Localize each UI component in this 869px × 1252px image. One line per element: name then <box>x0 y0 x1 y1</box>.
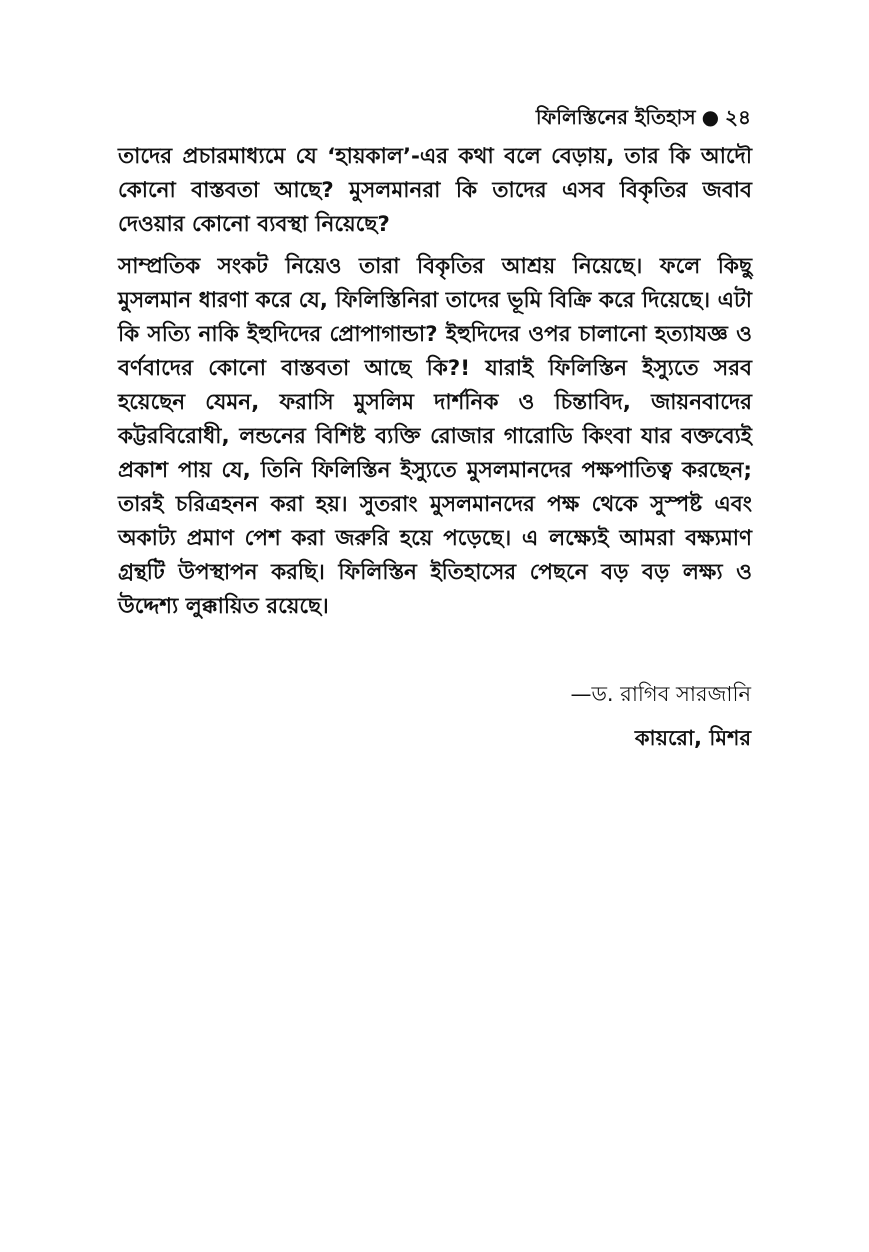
paragraph-1: তাদের প্রচারমাধ্যমে যে ‘হায়কাল’-এর কথা বলে বেড়ায়, তার কি আদৌ কোনো বাস্তবতা আছে? মুসলমানরা কি তাদের এসব বিকৃতির জবাব দেওয়ার কোনো ব্যবস্থা নিয়েছে? <box>118 144 752 237</box>
book-title: ফিলিস্তিনের ইতিহাস <box>535 105 696 129</box>
running-header <box>536 103 751 136</box>
signature-block <box>570 672 751 760</box>
paragraph-2: সাম্প্রতিক সংকট নিয়েও তারা বিকৃতির আশ্রয় নিয়েছে। ফলে কিছু মুসলমান ধারণা করে যে, ফিলিস্তিনিরা তাদের ভূমি বিক্রি করে দিয়েছে। এটা কি সত্যি নাকি ইহুদিদের প্রোপাগান্ডা? ইহুদিদের ওপর চালানো হত্যাযজ্ঞ ও বর্ণবাদের কোনো বাস্তবতা আছে কি?! যারাই ফিলিস্তিন ইস্যুতে সরব হয়েছেন যেমন, ফরাসি মুসলিম দার্শনিক ও চিন্তাবিদ, জায়নবাদের কট্টরবিরোধী, লন্ডনের বিশিষ্ট ব্যক্তি রোজার গারোডি কিংবা যার বক্তব্যেই প্রকাশ পায় যে, তিনি ফিলিস্তিন ইস্যুতে মুসলমানদের পক্ষপাতিত্ব করছেন; তারই চরিত্রহনন করা হয়। সুতরাং মুসলমানদের পক্ষ থেকে সুস্পষ্ট এবং অকাট্য প্রমাণ পেশ করা জরুরি হয়ে পড়েছে। এ লক্ষ্যেই আমরা বক্ষ্যমাণ গ্রন্থটি উপস্থাপন করছি। ফিলিস্তিন ইতিহাসের পেছনে বড় বড় লক্ষ্য ও উদ্দেশ্য লুক্কায়িত রয়েছে। <box>118 254 752 619</box>
page-number: ২৪ <box>725 105 751 129</box>
author-location: কায়রো, মিশর <box>634 726 751 750</box>
author-name: —ড. রাগিব সারজানি <box>570 682 751 706</box>
header-bullet: ● <box>701 105 720 129</box>
body-text <box>118 140 752 624</box>
